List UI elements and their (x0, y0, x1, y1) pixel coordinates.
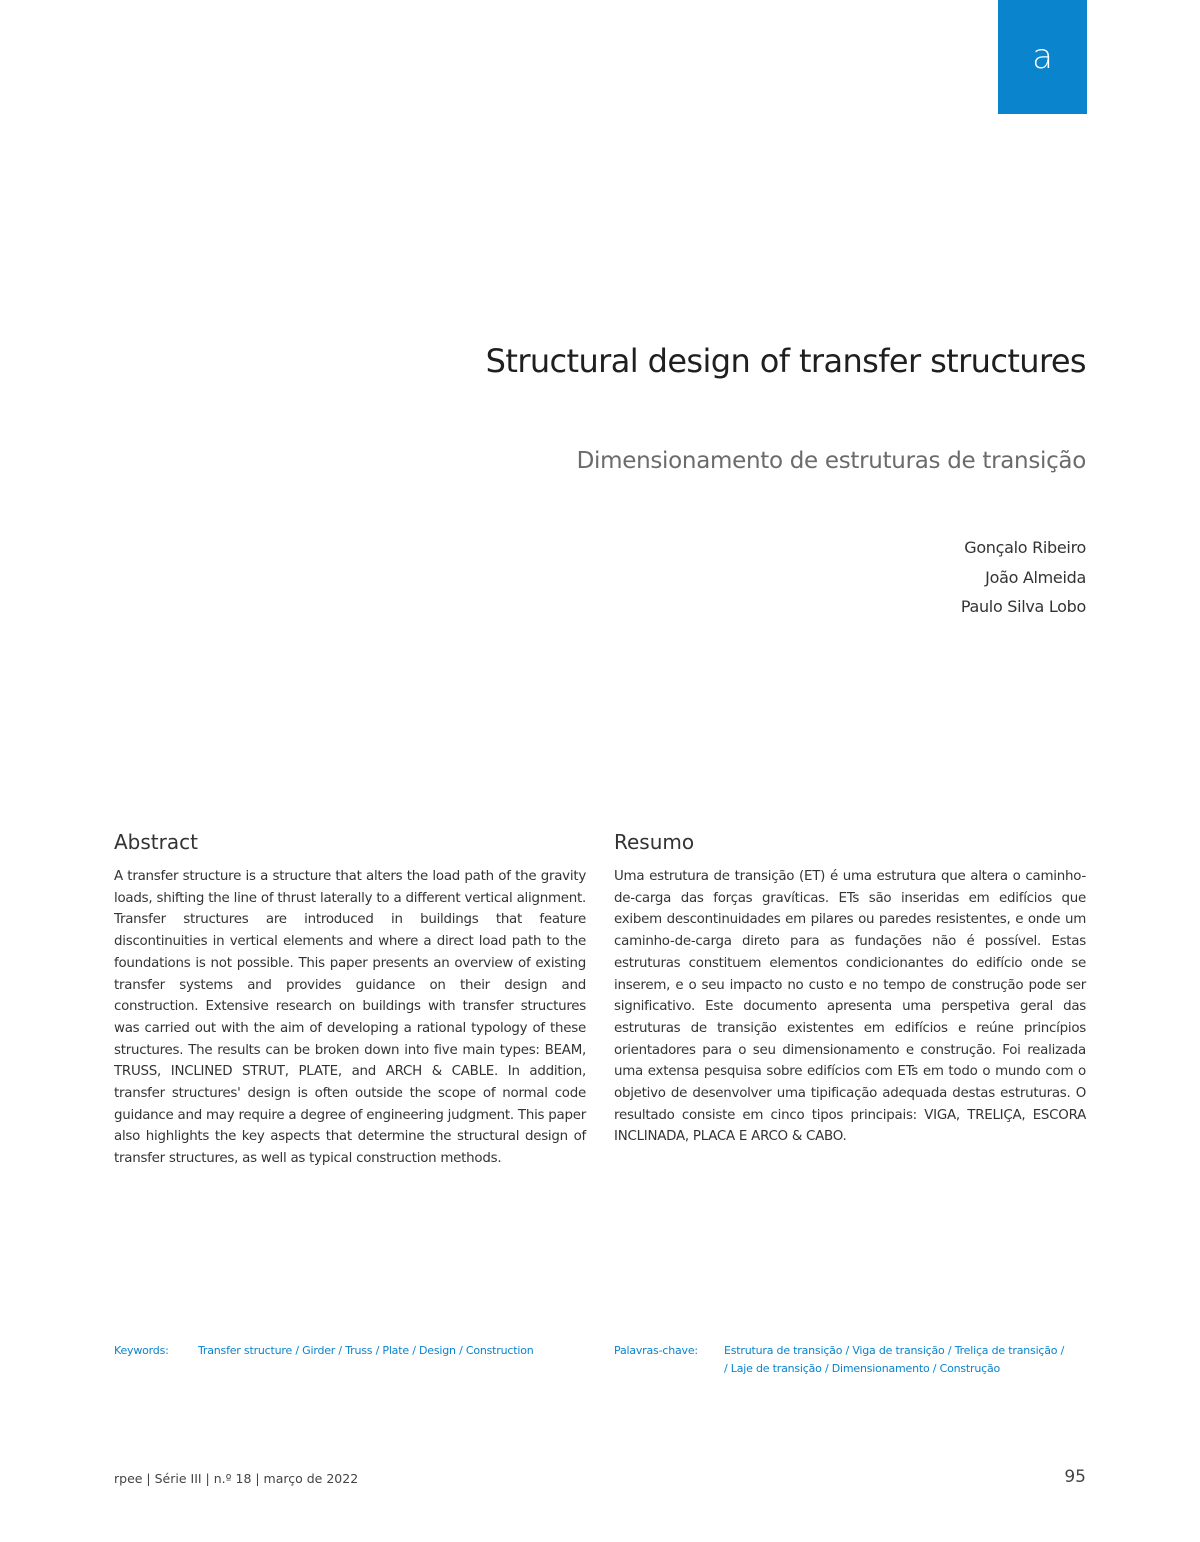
keywords-label: Keywords: (114, 1344, 169, 1357)
page-title: Structural design of transfer structures (485, 342, 1086, 380)
page-subtitle: Dimensionamento de estruturas de transição (576, 448, 1086, 474)
palavras-chave-label: Palavras-chave: (614, 1344, 698, 1357)
palavras-chave-line: / Laje de transição / Dimensionamento / Construção (724, 1362, 1001, 1375)
resumo-text: Uma estrutura de transição (ET) é uma estrutura que altera o caminho-de-carga das forças gravíticas. ETs são inseridas em edifícios que exibem descontinuidades em pilares ou paredes resistentes, e onde um caminho-de-carga direto para as fundações não é possível. Estas estruturas constituem elementos condicionantes do edifício onde se inserem, e o seu impacto no custo e no tempo de construção pode ser significativo. Este documento apresenta uma perspetiva geral das estruturas de transição existentes em edifícios e reúne princípios orientadores para o seu dimensionamento e construção. Foi realizada uma extensa pesquisa sobre edifícios com ETs em todo o mundo com o objetivo de desenvolver uma tipificação adequada destas estruturas. O resultado consiste em cinco tipos principais: VIGA, TRELIÇA, ESCORA INCLINADA, PLACA E ARCO & CABO. (614, 869, 1086, 1145)
palavras-chave-line: Estrutura de transição / Viga de transição / Treliça de transição / (724, 1344, 1065, 1357)
author-name: Gonçalo Ribeiro (964, 538, 1086, 557)
abstract-section (114, 830, 586, 1170)
author-name: Paulo Silva Lobo (960, 597, 1086, 616)
journal-footer: rpee | Série III | n.º 18 | março de 2022 (114, 1471, 359, 1486)
abstract-heading: Abstract (114, 830, 198, 854)
palavras-chave-value (724, 1342, 1064, 1378)
resumo-section (614, 830, 1086, 1148)
page-number: 95 (1064, 1467, 1086, 1487)
keywords-value: Transfer structure / Girder / Truss / Plate / Design / Construction (198, 1344, 534, 1357)
resumo-heading: Resumo (614, 830, 695, 854)
author-list (961, 533, 1086, 622)
abstract-text: A transfer structure is a structure that alters the load path of the gravity loads, shifting the line of thrust laterally to a different vertical alignment. Transfer structures are introduced in buildings that feature discontinuities in vertical elements and where a direct load path to the foundations is not possible. This paper presents an overview of existing transfer systems and provides guidance on their design and construction. Extensive research on buildings with transfer structures was carried out with the aim of developing a rational typology of these structures. The results can be broken down into five main types: BEAM, TRUSS, INCLINED STRUT, PLATE, and ARCH & CABLE. In addition, transfer structures' design is often outside the scope of normal code guidance and may require a degree of engineering judgment. This paper also highlights the key aspects that determine the structural design of transfer structures, as well as typical construction methods. (114, 869, 586, 1167)
section-tab: a (998, 0, 1087, 114)
author-name: João Almeida (985, 567, 1086, 587)
